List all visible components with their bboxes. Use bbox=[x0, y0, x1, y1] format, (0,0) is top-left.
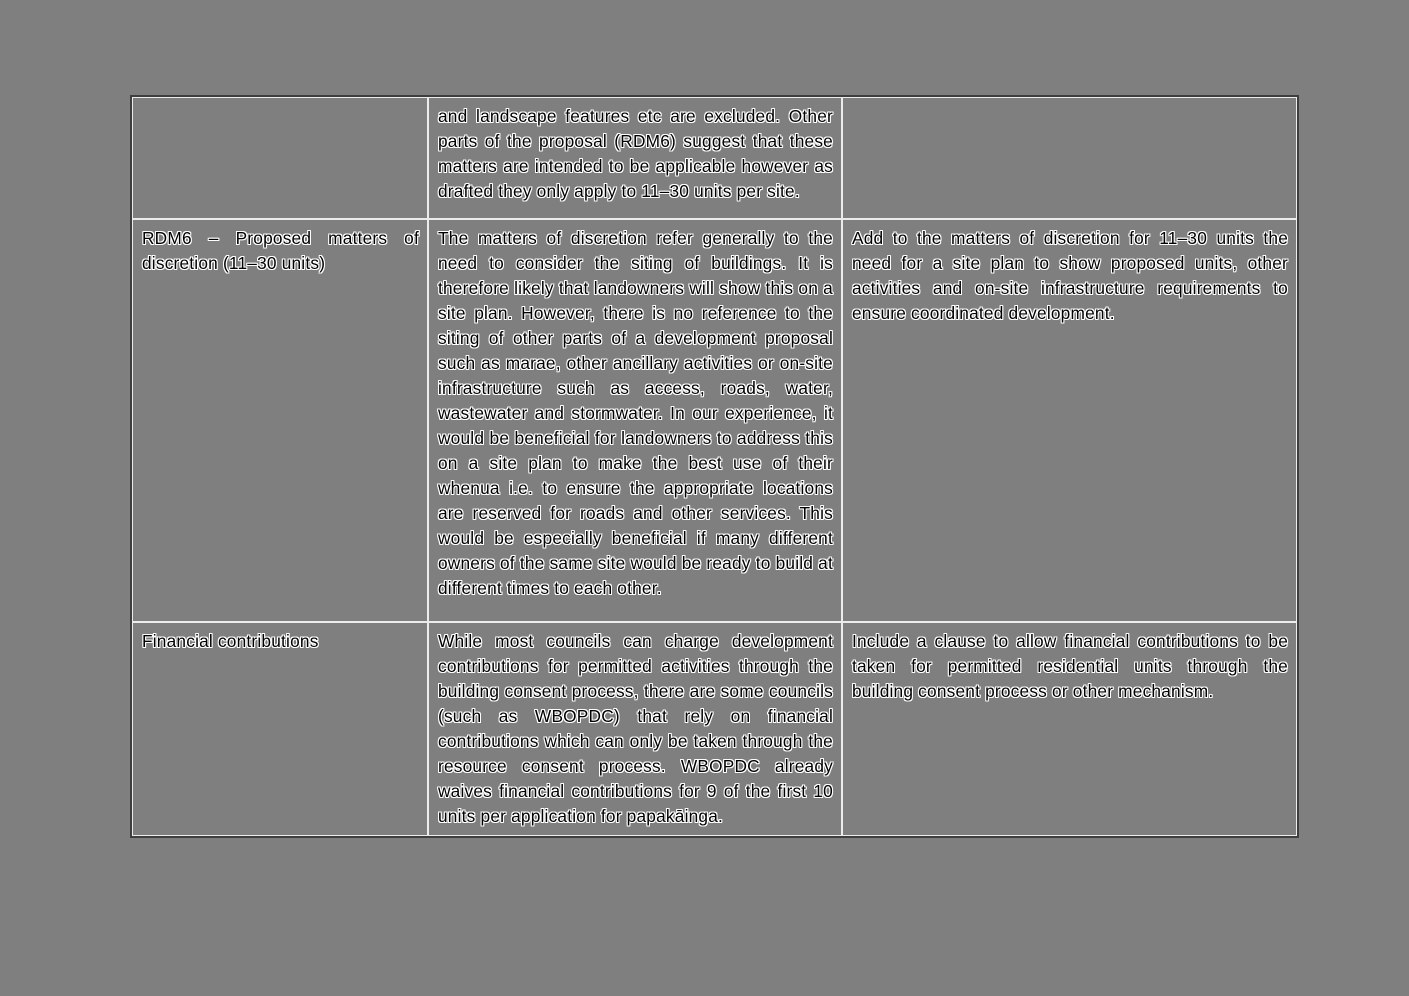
document-table bbox=[130, 95, 1299, 838]
cell-text: While most councils can charge development contributions for permitted activities through the building consent process, there are some councils (such as WBOPDC) that rely on financial contributions which can only be taken through the resource consent process. WBOPDC already waives financial contributions for 9 of the first 10 units per application for papakāinga. bbox=[438, 631, 833, 826]
cell-text: RDM6 – Proposed matters of discretion (11–30 units) bbox=[142, 228, 419, 273]
table-cell-comment bbox=[428, 219, 842, 622]
cell-text: and landscape features etc are excluded. Other parts of the proposal (RDM6) suggest that these matters are intended to be applicable however as drafted they only apply to 11–30 units per site. bbox=[438, 106, 833, 201]
table-cell-topic bbox=[132, 219, 428, 622]
table-cell-comment bbox=[428, 622, 842, 836]
table-cell-recommendation bbox=[842, 219, 1297, 622]
table-row bbox=[132, 622, 1297, 836]
table-row bbox=[132, 97, 1297, 219]
cell-text: Include a clause to allow financial contributions to be taken for permitted residential units through the building consent process or other mechanism. bbox=[852, 631, 1288, 701]
table-cell-topic bbox=[132, 622, 428, 836]
cell-text: Financial contributions bbox=[142, 631, 319, 651]
cell-text: Add to the matters of discretion for 11–30 units the need for a site plan to show proposed units, other activities and on-site infrastructure requirements to ensure coordinated development. bbox=[852, 228, 1288, 323]
table-cell-topic bbox=[132, 97, 428, 219]
table-cell-comment bbox=[428, 97, 842, 219]
table-cell-recommendation bbox=[842, 622, 1297, 836]
table-row bbox=[132, 219, 1297, 622]
table-cell-recommendation bbox=[842, 97, 1297, 219]
cell-text: The matters of discretion refer generally to the need to consider the siting of buildings. It is therefore likely that landowners will show this on a site plan. However, there is no reference to the siting of other parts of a development proposal such as marae, other ancillary activities or on-site infrastructure such as access, roads, water, wastewater and stormwater. In our experience, it would be beneficial for landowners to address this on a site plan to make the best use of their whenua i.e. to ensure the appropriate locations are reserved for roads and other services. This would be especially beneficial if many different owners of the same site would be ready to build at different times to each other. bbox=[438, 228, 833, 598]
